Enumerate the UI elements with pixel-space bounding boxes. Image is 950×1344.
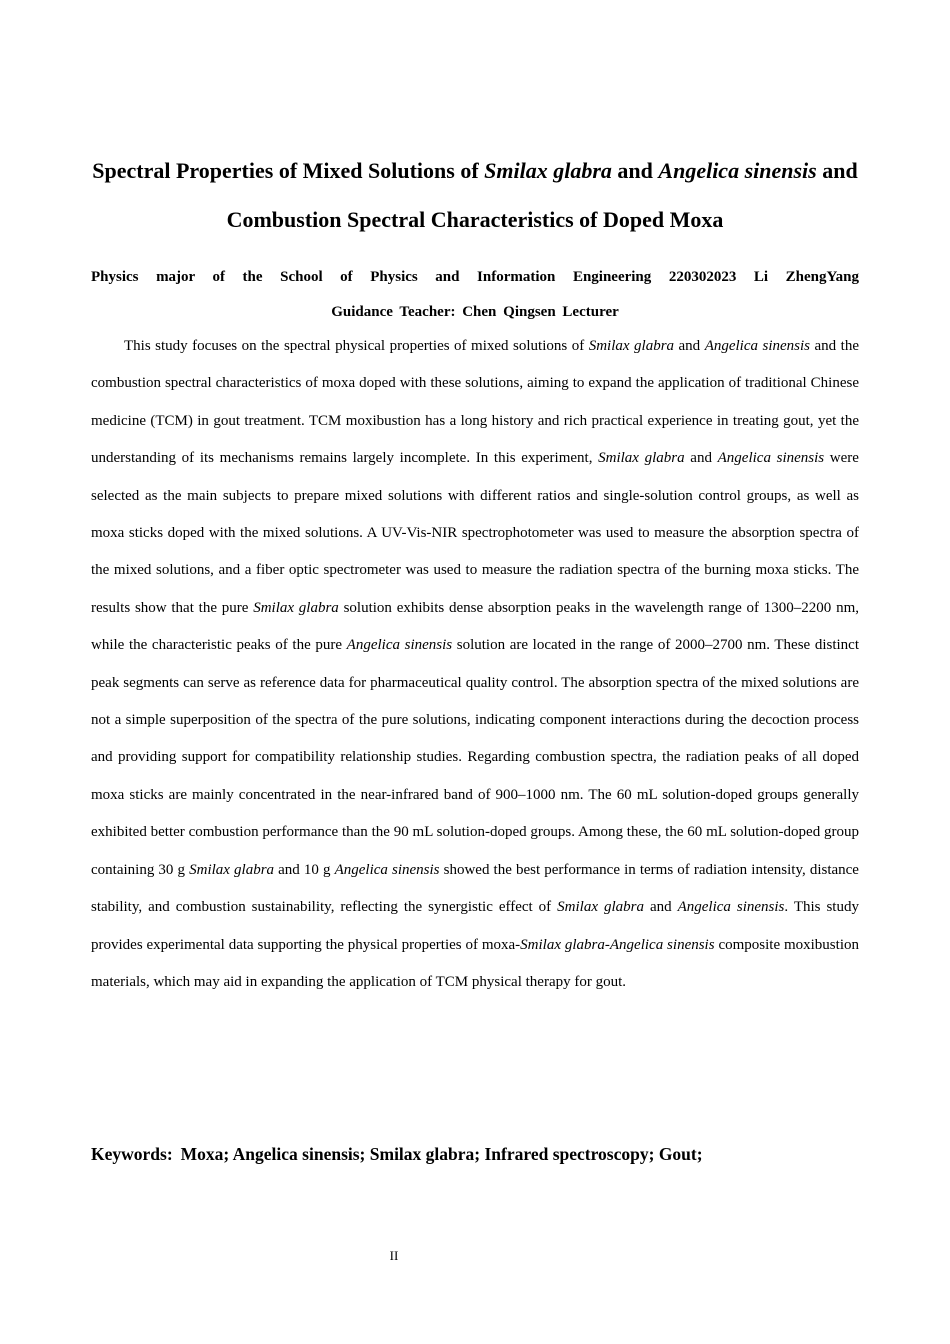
title-species-smilax: Smilax glabra — [484, 158, 612, 183]
abstract-text: and 10 g — [274, 861, 335, 878]
abstract-text: composite moxibustion materials, which may aid in expanding the application of TCM physical therapy for gout. — [91, 936, 859, 990]
page-title — [91, 146, 859, 244]
keywords-line — [91, 1140, 859, 1168]
species-name: Angelica sinensis — [334, 861, 440, 878]
keywords-label: Keywords: — [91, 1144, 173, 1164]
species-name: Angelica sinensis — [717, 450, 825, 467]
page-number: II — [389, 1248, 399, 1263]
abstract-text: and the combustion spectral characteristics of moxa doped with these solutions, aiming to expand the application of traditional Chinese medicine (TCM) in gout treatment. TCM moxibustion has a long history and rich practical experience in treating gout, yet the understanding of its mechanisms remains largely incomplete. In this experiment, — [91, 338, 859, 467]
species-name: Smilax glabra — [598, 450, 685, 467]
abstract-text: and — [684, 450, 718, 467]
abstract-text: and — [643, 899, 678, 916]
species-name: Angelica sinensis — [346, 637, 453, 654]
abstract-text: - — [604, 936, 610, 953]
teacher-line: Guidance Teacher: Chen Qingsen Lecturer — [331, 304, 619, 320]
abstract-text: This study focuses on the spectral physical properties of mixed solutions of — [124, 338, 589, 354]
abstract-text: solution are located in the range of 2000–2700 nm. These distinct peak segments can serve as reference data for pharmaceutical quality control. The absorption spectra of the mixed solutions are not a simple superposition of the spectra of the pure solutions, indicating component interactions during the decoction process and providing support for compatibility relationship studies. Regarding combustion spectra, the radiation peaks of all doped moxa sticks are mainly concentrated in the near-infrared band of 900–1000 nm. The 60 mL solution-doped groups generally exhibited better combustion performance than the 90 mL solution-doped groups. Among these, the 60 mL solution-doped group containing 30 g — [91, 637, 859, 878]
species-name: Smilax glabra — [557, 899, 644, 916]
abstract-text: solution exhibits dense absorption peaks in the wavelength range of 1300–2200 nm, while the characteristic peaks of the pure — [91, 599, 859, 654]
species-name: Smilax glabra — [253, 599, 339, 616]
abstract-text: and — [674, 338, 705, 354]
abstract-text: showed the best performance in terms of radiation intensity, distance stability, and combustion sustainability, reflecting the synergistic effect of — [91, 861, 859, 916]
species-name: Angelica sinensis — [677, 899, 785, 916]
keywords-text: Moxa; Angelica sinensis; Smilax glabra; Infrared spectroscopy; Gout; — [180, 1144, 703, 1164]
species-name: Angelica sinensis — [704, 338, 811, 354]
species-name: Smilax glabra — [588, 338, 675, 354]
title-text: Spectral Properties of Mixed Solutions of — [92, 158, 485, 183]
author-line: Physics major of the School of Physics and Information Engineering 220302023 Li ZhengYang — [91, 269, 859, 285]
abstract-text: . This study provides experimental data supporting the physical properties of moxa- — [91, 899, 859, 953]
species-name: Angelica sinensis — [609, 936, 715, 953]
abstract-text: were selected as the main subjects to prepare mixed solutions with different ratios and single-solution control groups, as well as moxa sticks doped with the mixed solutions. A UV-Vis-NIR spectrophotometer was used to measure the absorption spectra of the mixed solutions, and a fiber optic spectrometer was used to measure the radiation spectra of the burning moxa sticks. The results show that the pure — [91, 450, 859, 616]
title-text: and Combustion Spectral Characteristics of Doped Moxa — [226, 158, 858, 232]
species-name: Smilax glabra — [189, 861, 275, 878]
abstract-paragraph — [91, 328, 859, 1001]
title-species-angelica: Angelica sinensis — [658, 158, 817, 183]
species-name: Smilax glabra — [520, 936, 605, 953]
title-text: and — [611, 158, 659, 183]
